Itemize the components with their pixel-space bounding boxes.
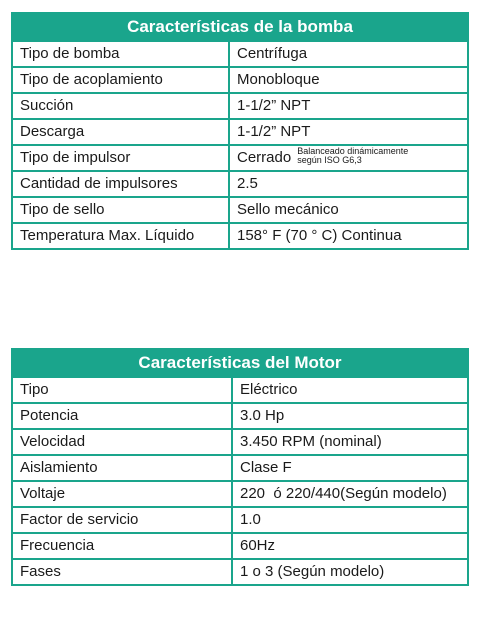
table-row xyxy=(12,145,468,171)
row-value: 60Hz xyxy=(232,533,468,559)
row-value: 3.450 RPM (nominal) xyxy=(232,429,468,455)
row-value: 2.5 xyxy=(229,171,468,197)
row-label: Fases xyxy=(12,559,232,585)
table-row xyxy=(12,533,468,559)
table-row xyxy=(12,223,468,249)
row-value-impeller xyxy=(229,145,468,171)
pump-characteristics-table xyxy=(11,12,469,250)
row-label: Potencia xyxy=(12,403,232,429)
pump-table-title: Características de la bomba xyxy=(12,13,468,41)
row-label: Succión xyxy=(12,93,229,119)
table-row xyxy=(12,67,468,93)
table-row xyxy=(12,41,468,67)
table-row xyxy=(12,197,468,223)
row-label: Frecuencia xyxy=(12,533,232,559)
table-header-row xyxy=(12,349,468,377)
impeller-note-line2: según ISO G6,3 xyxy=(297,155,362,166)
table-row xyxy=(12,507,468,533)
row-label: Tipo xyxy=(12,377,232,403)
row-value: Sello mecánico xyxy=(229,197,468,223)
row-label: Descarga xyxy=(12,119,229,145)
table-row xyxy=(12,559,468,585)
row-value: 1-1/2” NPT xyxy=(229,119,468,145)
row-label: Tipo de bomba xyxy=(12,41,229,67)
row-label: Aislamiento xyxy=(12,455,232,481)
row-value: Centrífuga xyxy=(229,41,468,67)
row-label: Temperatura Max. Líquido xyxy=(12,223,229,249)
table-row xyxy=(12,481,468,507)
motor-table-title: Características del Motor xyxy=(12,349,468,377)
row-label: Velocidad xyxy=(12,429,232,455)
row-value: Eléctrico xyxy=(232,377,468,403)
table-row xyxy=(12,455,468,481)
table-row xyxy=(12,403,468,429)
row-label: Tipo de acoplamiento xyxy=(12,67,229,93)
table-header-row xyxy=(12,13,468,41)
impeller-note-line1: Balanceado dinámicamente xyxy=(297,146,409,157)
row-value: 1-1/2” NPT xyxy=(229,93,468,119)
row-value: Clase F xyxy=(232,455,468,481)
row-label: Tipo de impulsor xyxy=(12,145,229,171)
row-label: Tipo de sello xyxy=(12,197,229,223)
row-value: 3.0 Hp xyxy=(232,403,468,429)
row-label: Voltaje xyxy=(12,481,232,507)
row-value: 1.0 xyxy=(232,507,468,533)
row-label: Factor de servicio xyxy=(12,507,232,533)
table-row xyxy=(12,429,468,455)
row-value: Monobloque xyxy=(229,67,468,93)
row-label: Cantidad de impulsores xyxy=(12,171,229,197)
motor-characteristics-table xyxy=(11,348,469,586)
impeller-balance-note xyxy=(297,147,408,165)
impeller-type-value: Cerrado xyxy=(237,149,292,166)
row-value: 158° F (70 ° C) Continua xyxy=(229,223,468,249)
row-value: 220 ó 220/440(Según modelo) xyxy=(232,481,468,507)
table-row xyxy=(12,119,468,145)
table-row xyxy=(12,377,468,403)
table-row xyxy=(12,93,468,119)
row-value: 1 o 3 (Según modelo) xyxy=(232,559,468,585)
table-row xyxy=(12,171,468,197)
